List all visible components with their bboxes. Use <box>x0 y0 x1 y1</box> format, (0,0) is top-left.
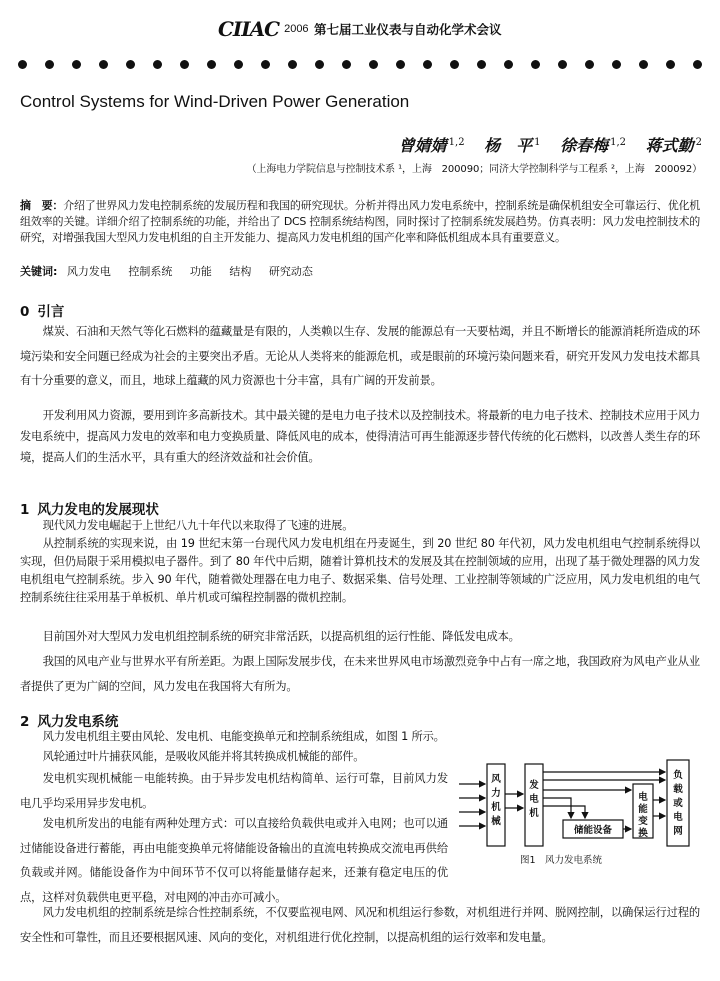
section-heading <box>20 300 64 320</box>
separator-dot <box>207 60 216 69</box>
separator-dot <box>693 60 702 69</box>
conference-header <box>218 18 508 40</box>
separator-dot <box>450 60 459 69</box>
load-grid-label: 负载或电网 <box>673 770 683 837</box>
separator-dot <box>234 60 243 69</box>
separator-dot <box>315 60 324 69</box>
separator-dot <box>585 60 594 69</box>
abstract-label: 摘 要： <box>20 199 64 212</box>
separator-dot <box>18 60 27 69</box>
converter-label: 电能变换 <box>638 792 648 839</box>
separator-dot <box>558 60 567 69</box>
author-affil-mark: 1 <box>534 136 541 148</box>
conference-name: 第七届工业仪表与自动化学术会议 <box>314 22 502 37</box>
keyword: 控制系统 <box>128 265 173 278</box>
separator-dot <box>99 60 108 69</box>
paragraph: 煤炭、石油和天然气等化石燃料的蕴藏量是有限的，人类赖以生存、发展的能源总有一天要枯竭，并且不断增长的能源消耗所造成的环境污染和安全问题已经成为社会的主要突出矛盾。无论从人类将来的能源危机，或是眼前的环境污染问题来看，研究开发风力发电技术都具有十分重要的意义，而且，地球上蕴藏的风力资源也十分丰富，具有广阔的开发前景。 <box>20 325 700 387</box>
keyword: 功能 <box>189 265 212 278</box>
conference-logo <box>218 18 309 40</box>
separator-dot <box>288 60 297 69</box>
author-list <box>399 133 702 156</box>
paragraph: 从控制系统的实现来说，由 19 世纪末第一台现代风力发电机组在丹麦诞生，到 20 世纪 80 年代初，风力发电机组电气控制系统得以实现，但仍局限于采用模拟电子器件。到了 80 年代中后期，随着计算机技术的发展及其在控制领域的应用，出现了基于微处理器的风力发电机组电气控制系统。步入 90 年代，随着微处理器在电力电子、数据采集、信号处理、工业控制等领域的广泛应用，风力发电机组的电气控制系统往往采用基于单板机、单片机或可编程控制器的微机控制。 <box>20 537 700 604</box>
paragraph: 风力发电机组的控制系统是综合性控制系统，不仅要监视电网、风况和机组运行参数，对机组进行并网、脱网控制，以确保运行过程的安全性和可靠性，而且还要根据风速、风向的变化，对机组进行优化控制，以提高机组的运行效率和发电量。 <box>20 906 700 944</box>
affiliation: （上海电力学院信息与控制技术系 ¹，上海 200090；同济大学控制科学与工程系 ²，上海 200092） <box>246 164 702 175</box>
figure-caption: 图1 风力发电系统 <box>520 855 603 866</box>
section-title: 风力发电系统 <box>37 714 119 730</box>
abstract <box>20 198 700 246</box>
paper-title: Control Systems for Wind-Driven Power Generation <box>20 92 410 111</box>
separator-dot <box>261 60 270 69</box>
separator-dot <box>396 60 405 69</box>
paragraph: 目前国外对大型风力发电机组控制系统的研究非常活跃，以提高机组的运行性能、降低发电成本。 <box>42 630 520 643</box>
paragraph: 发电机实现机械能－电能转换。由于异步发电机结构简单、运行可靠，目前风力发电几乎均采用异步发电机。 <box>20 772 448 810</box>
separator-dot <box>612 60 621 69</box>
separator-dot <box>45 60 54 69</box>
section-number: 2 <box>20 714 30 730</box>
wind-turbine-label: 风力机械 <box>491 774 501 827</box>
paragraph: 开发利用风力资源，要用到许多高新技术。其中最关键的是电力电子技术以及控制技术。将最新的电力电子技术、控制技术应用于风力发电系统中，提高风力发电的效率和电力变换质量、降低风电的成本，使得清洁可再生能源逐步替代传统的化石燃料，以改善人类生存的环境，提高人们的生活水平，具有重大的经济效益和社会价值。 <box>20 409 700 464</box>
author-name: 曾婧婧 <box>398 136 447 155</box>
section-title: 引言 <box>37 304 65 320</box>
keywords-label: 关键词: <box>20 265 58 278</box>
author-affil-mark: 2 <box>695 136 702 148</box>
separator-dot <box>342 60 351 69</box>
author-affil-mark: 1,2 <box>610 136 627 148</box>
section-number: 1 <box>20 502 30 518</box>
section-number: 0 <box>20 304 30 320</box>
separator-dot <box>180 60 189 69</box>
separator-dot <box>369 60 378 69</box>
paragraph: 风轮通过叶片捕获风能，是吸收风能并将其转换成机械能的部件。 <box>42 750 365 763</box>
section-heading <box>20 498 159 518</box>
paragraph: 发电机所发出的电能有两种处理方式：可以直接给负载供电或并入电网；也可以通过储能设备进行蓄能，再由电能变换单元将储能设备输出的直流电转换成交流电再供给负载或并网。储能设备作为中间环节不仅可以将能量储存起来，还兼有稳定电压的优点，这样对负载供电更平稳，对电网的冲击亦可减小。 <box>20 817 448 904</box>
separator-dot <box>423 60 432 69</box>
separator-dot <box>153 60 162 69</box>
abstract-text: 介绍了世界风力发电控制系统的发展历程和我国的研究现状。分析并得出风力发电系统中，控制系统是确保机组安全可靠运行、优化机组效率的关键。详细介绍了控制系统的功能，并给出了 DCS 控制系统结构图，同时探讨了控制系统发展趋势。仿真表明：风力发电控制技术的研究，对增强我国大型风力发电机组的自主开发能力、提高风力发电机组的国产化率和降低机组成本具有重要意义。 <box>20 199 700 244</box>
separator-dot <box>504 60 513 69</box>
keyword: 研究动态 <box>268 265 313 278</box>
section-title: 风力发电的发展现状 <box>37 502 159 518</box>
author-name: 徐春梅 <box>560 136 609 155</box>
logo-year: 2006 <box>284 23 309 35</box>
author-name: 蒋式勤 <box>645 136 694 155</box>
keyword: 风力发电 <box>66 265 111 278</box>
keywords <box>20 263 700 279</box>
storage-label: 储能设备 <box>573 825 613 836</box>
separator-dot <box>531 60 540 69</box>
author-affil-mark: 1,2 <box>448 136 465 148</box>
logo-mark: CIIAC <box>218 17 280 41</box>
separator-dot <box>666 60 675 69</box>
paragraph: 风力发电机组主要由风轮、发电机、电能变换单元和控制系统组成，如图 1 所示。 <box>42 730 445 743</box>
dot-separator <box>18 58 702 72</box>
separator-dot <box>477 60 486 69</box>
generator-block <box>525 764 543 846</box>
keyword: 结构 <box>229 265 252 278</box>
separator-dot <box>639 60 648 69</box>
paragraph: 现代风力发电崛起于上世纪八九十年代以来取得了飞速的进展。 <box>42 519 354 532</box>
author-name: 杨 平 <box>484 136 533 155</box>
separator-dot <box>126 60 135 69</box>
generator-label: 发电机 <box>529 780 539 819</box>
separator-dot <box>72 60 81 69</box>
paragraph: 我国的风电产业与世界水平有所差距。为跟上国际发展步伐，在未来世界风电市场激烈竞争中占有一席之地，我国政府为风电产业从业者提供了更为广阔的空间，风力发电在我国将大有所为。 <box>20 655 700 693</box>
